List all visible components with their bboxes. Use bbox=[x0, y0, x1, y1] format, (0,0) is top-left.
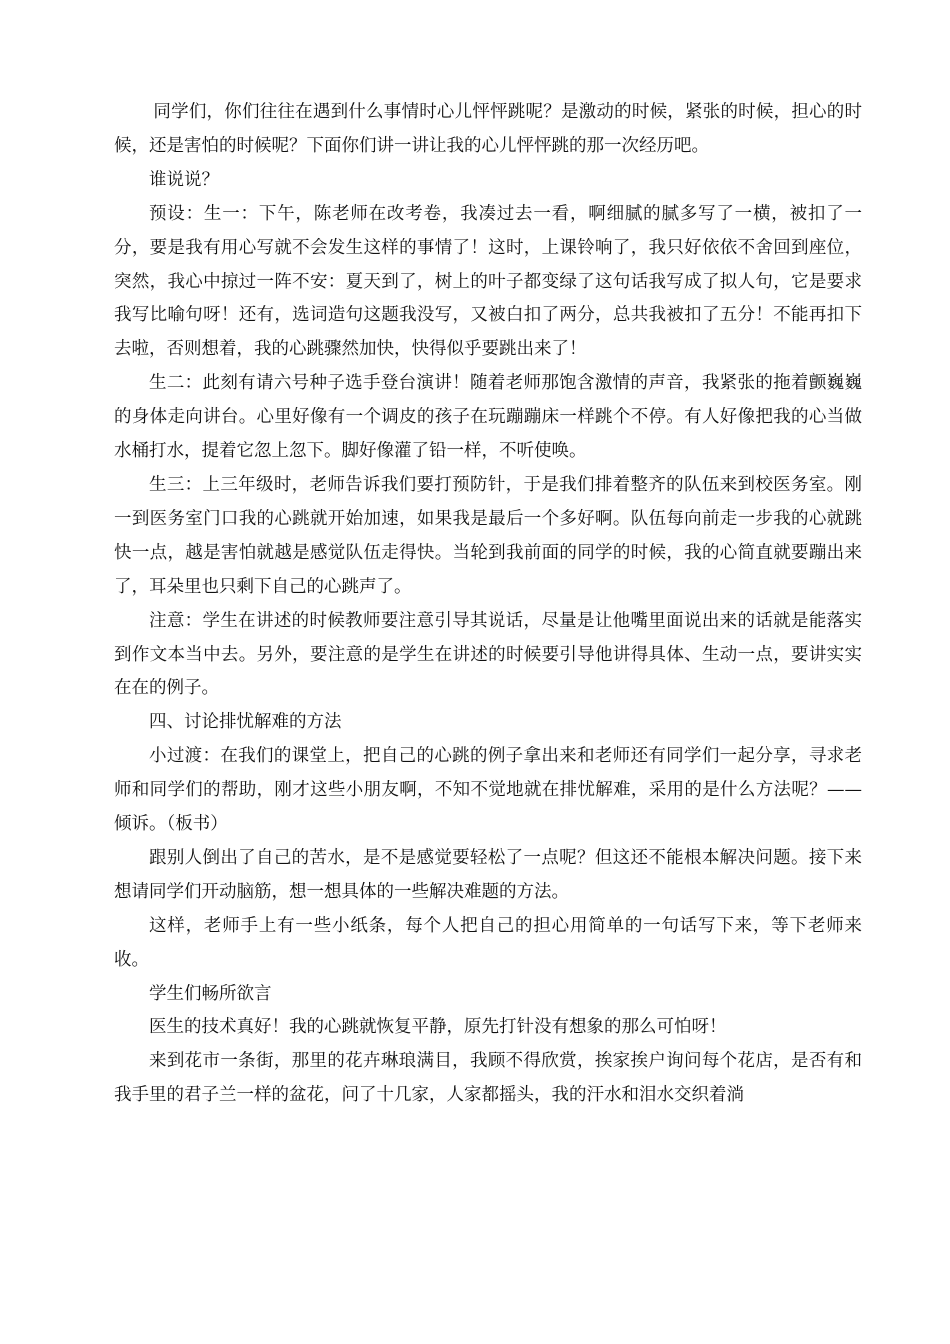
paragraph-who-says: 谁说说？ bbox=[149, 169, 219, 190]
paragraph-transition: 小过渡：在我们的课堂上，把自己的心跳的例子拿出来和老师还有同学们一起分享，寻求老师和同学们的帮助，刚才这些小朋友啊，不知不觉地就在排忧解难，采用的是什么方法呢？——倾诉。（板书） bbox=[114, 746, 862, 835]
paragraph-paper-slips: 这样，老师手上有一些小纸条，每个人把自己的担心用简单的一句话写下来，等下老师来收。 bbox=[114, 915, 862, 970]
paragraph-flower-market: 来到花市一条街，那里的花卉琳琅满目，我顾不得欣赏，挨家挨户询问每个花店，是否有和我手里的君子兰一样的盆花，问了十几家，人家都摇头，我的汗水和泪水交织着淌 bbox=[114, 1051, 862, 1106]
paragraph-note: 注意：学生在讲述的时候教师要注意引导其说话，尽量是让他嘴里面说出来的话就是能落实到作文本当中去。另外，要注意的是学生在讲述的时候要引导他讲得具体、生动一点，要讲实实在在的例子。 bbox=[114, 610, 862, 699]
paragraph-doctor: 医生的技术真好！我的心跳就恢复平静，原先打针没有想象的那么可怕呀！ bbox=[149, 1017, 727, 1038]
paragraph-intro: 同学们，你们往往在遇到什么事情时心儿怦怦跳呢？是激动的时候，紧张的时候，担心的时候，还是害怕的时候呢？下面你们讲一讲让我的心儿怦怦跳的那一次经历吧。 bbox=[114, 102, 862, 156]
paragraph-relief: 跟别人倒出了自己的苦水，是不是感觉要轻松了一点呢？但这还不能根本解决问题。接下来想请同学们开动脑筋，想一想具体的一些解决难题的方法。 bbox=[114, 847, 862, 902]
paragraph-student-two: 生二：此刻有请六号种子选手登台演讲！随着老师那饱含激情的声音，我紧张的拖着颤巍巍的身体走向讲台。心里好像有一个调皮的孩子在玩蹦蹦床一样跳个不停。有人好像把我的心当做水桶打水，提着它忽上忽下。脚好像灌了铅一样，不听使唤。 bbox=[114, 373, 862, 462]
paragraph-student-one: 预设：生一：下午，陈老师在改考卷，我凑过去一看，啊细腻的腻多写了一横，被扣了一分，要是我有用心写就不会发生这样的事情了！这时，上课铃响了，我只好依依不舍回到座位，突然，我心中掠过一阵不安：夏天到了，树上的叶子都变绿了这句话我写成了拟人句，它是要求我写比喻句呀！还有，选词造句这题我没写，又被白扣了两分，总共我被扣了五分！不能再扣下去啦，否则想着，我的心跳骤然加快，快得似乎要跳出来了！ bbox=[114, 203, 862, 360]
section-heading: 四、讨论排忧解难的方法 bbox=[149, 712, 342, 733]
paragraph-students-speak: 学生们畅所欲言 bbox=[149, 983, 272, 1004]
paragraph-student-three: 生三：上三年级时，老师告诉我们要打预防针，于是我们排着整齐的队伍来到校医务室。刚一到医务室门口我的心跳就开始加速，如果我是最后一个多好啊。队伍每向前走一步我的心就跳快一点，越是害怕就越是感觉队伍走得快。当轮到我前面的同学的时候，我的心简直就要蹦出来了，耳朵里也只剩下自己的心跳声了。 bbox=[114, 474, 862, 597]
document-body bbox=[114, 96, 862, 1113]
